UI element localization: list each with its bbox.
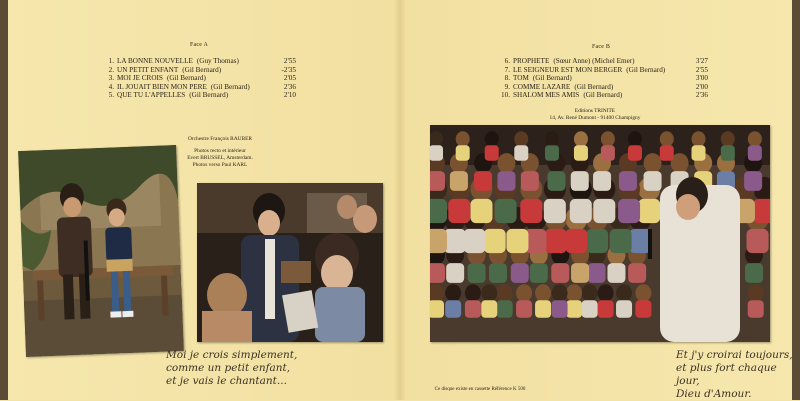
- track-title: UN PETIT ENFANT: [117, 65, 179, 74]
- track-number: 6.: [504, 57, 510, 65]
- track-number: 4.: [108, 82, 114, 91]
- track-title: TOM: [513, 74, 529, 83]
- left-edge: [0, 0, 8, 400]
- track-title: IL JOUAIT BIEN MON PERE: [117, 82, 207, 91]
- track-number: 2.: [108, 65, 114, 74]
- track-title: MOI JE CROIS: [117, 74, 163, 83]
- track-title: PROPHETE: [513, 57, 550, 65]
- track-number: 10.: [501, 91, 510, 100]
- track-number: 3.: [108, 74, 114, 83]
- publisher-address: 14, Av. René Dumont - 91400 Champigny: [549, 115, 641, 121]
- right-caption-line: Et j'y croirai toujours,: [676, 349, 793, 361]
- photo-back-credit: Photos verso Paul KARL: [192, 162, 248, 168]
- track-number: 7.: [504, 65, 510, 74]
- track-author: (Gil Bernard): [574, 82, 614, 91]
- photo-front-name: Evert BRUSSEL, Amsterdam.: [187, 155, 253, 161]
- track-duration: 2'55: [283, 57, 296, 65]
- track-duration: 2'36: [695, 91, 708, 100]
- left-caption: [166, 349, 297, 388]
- track-row: [100, 91, 296, 100]
- cassette-note: Ce disque existe en cassette Référence K 500: [434, 387, 526, 392]
- track-title: LA BONNE NOUVELLE: [117, 57, 193, 65]
- track-author: (Gil Bernard): [166, 74, 206, 83]
- track-author: (Gil Bernard): [583, 91, 623, 100]
- right-caption-line: Dieu d'Amour.: [676, 388, 752, 400]
- track-duration: -2'35: [281, 65, 296, 74]
- track-row: [496, 91, 708, 100]
- side-b-label: Face B: [592, 44, 611, 50]
- track-number: 5.: [108, 91, 114, 100]
- track-row: [100, 83, 296, 92]
- track-row: [496, 66, 708, 75]
- side-a-tracklist: [100, 57, 296, 100]
- orchestra-credit: Orchestre François RAUBER: [187, 136, 253, 142]
- track-duration: 2'55: [695, 65, 708, 74]
- track-duration: 3'00: [695, 74, 708, 83]
- track-number: 1.: [108, 57, 114, 65]
- right-caption-line: et plus fort chaque jour,: [676, 362, 777, 387]
- track-duration: 2'10: [283, 91, 296, 100]
- track-row: [496, 83, 708, 92]
- track-author: (Gil Bernard): [182, 65, 222, 74]
- photo-front-credit: Photos recto et intérieur: [194, 148, 246, 154]
- side-a-label: Face A: [190, 42, 209, 48]
- track-author: (Gil Bernard): [626, 65, 666, 74]
- side-b-tracklist: [496, 57, 708, 100]
- track-duration: 3'27: [695, 57, 708, 65]
- right-caption: [676, 349, 800, 401]
- track-author: (Gil Bernard): [532, 74, 572, 83]
- credits-block: [170, 136, 270, 169]
- left-caption-line: comme un petit enfant,: [166, 362, 291, 374]
- photo-singer-with-child: [18, 145, 184, 357]
- photo-singer-with-children: [197, 183, 383, 342]
- track-author: (Gil Bernard): [210, 82, 250, 91]
- left-caption-line: Moi je crois simplement,: [166, 349, 298, 361]
- track-title: COMME LAZARE: [513, 82, 571, 91]
- track-number: 8.: [504, 74, 510, 83]
- track-row: [100, 74, 296, 83]
- track-row: [100, 66, 296, 75]
- track-row: [496, 74, 708, 83]
- track-title: SHALOM MES AMIS: [513, 91, 580, 100]
- track-number: 9.: [504, 82, 510, 91]
- track-author: (Sœur Anne) (Michel Emer): [553, 57, 635, 65]
- track-row: [100, 57, 296, 66]
- publisher-name: Editions TRINITE: [574, 108, 616, 114]
- track-row: [496, 57, 708, 66]
- track-duration: 2'36: [283, 82, 296, 91]
- track-author: (Guy Thomas): [196, 57, 239, 65]
- left-caption-line: et je vais le chantant...: [166, 375, 287, 387]
- track-duration: 2'05: [283, 74, 296, 83]
- right-edge: [792, 0, 800, 400]
- publisher-block: [540, 108, 650, 122]
- photo-crowd-of-children: [430, 125, 770, 342]
- track-duration: 2'00: [695, 82, 708, 91]
- track-author: (Gil Bernard): [189, 91, 229, 100]
- track-title: QUE TU L'APPELLES: [117, 91, 186, 100]
- track-title: LE SEIGNEUR EST MON BERGER: [513, 65, 623, 74]
